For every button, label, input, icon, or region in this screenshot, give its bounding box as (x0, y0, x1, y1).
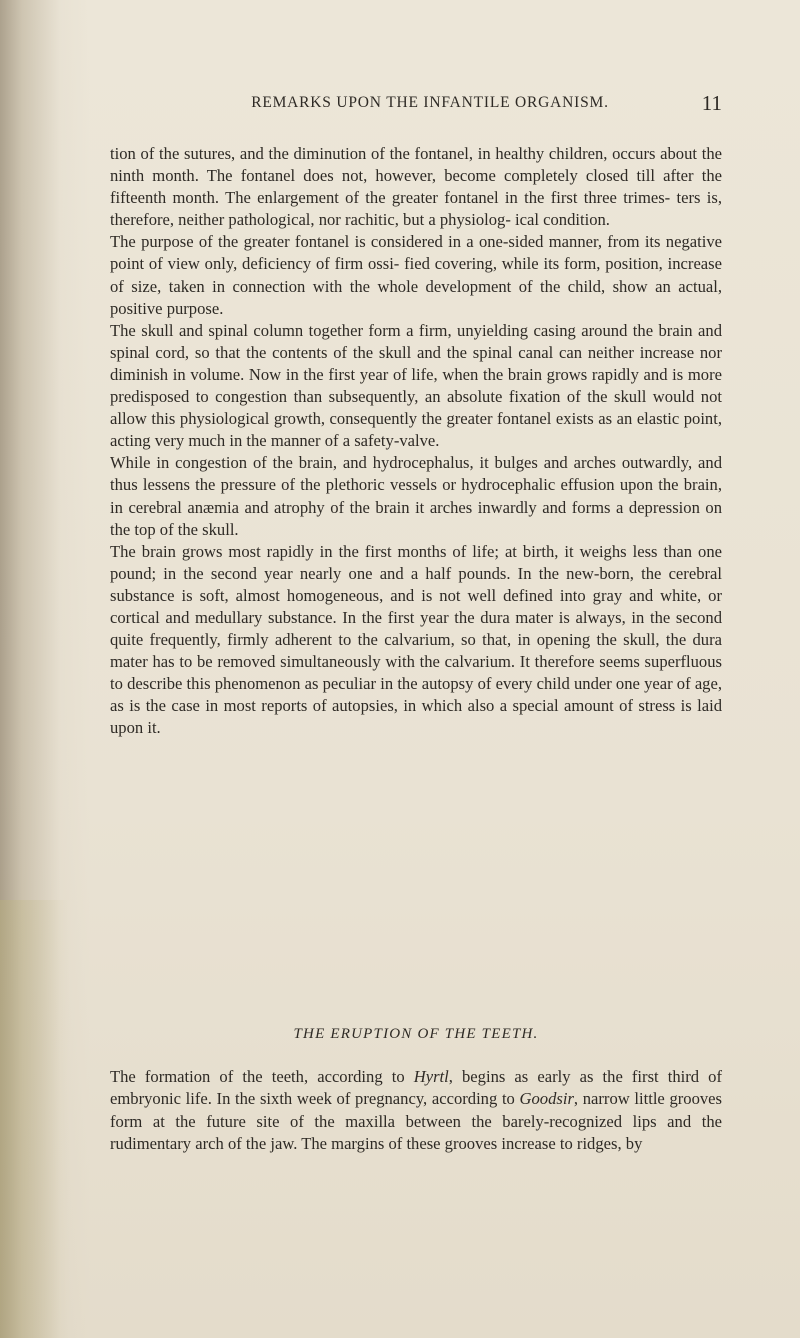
page-header (140, 91, 722, 120)
author-name: Hyrtl (413, 1067, 449, 1086)
text-run: The formation of the teeth, according to (110, 1067, 414, 1086)
running-head: REMARKS UPON THE INFANTILE ORGANISM. (251, 94, 609, 111)
author-name: Goodsir (519, 1089, 574, 1109)
text-run: , begins as early as the first third of embryonic life. In the sixth week of pregnancy, according to (110, 1067, 722, 1109)
page-stain (0, 900, 70, 1338)
paragraph: While in congestion of the brain, and hydrocephalus, it bulges and arches outwardly, and thus lessens the pressure of the plethoric vessels or hydrocephalic effusion upon the brain, in cerebral anæmia and atrophy of the brain it arches inwardly and forms a depression on the top of the skull. (110, 453, 722, 539)
paragraph: The purpose of the greater fontanel is considered in a one-sided manner, from its negative point of view only, deficiency of firm ossi- fied covering, while its form, position, increase of size, taken in connection with the whole development of the child, show an actual, positive purpose. (110, 232, 722, 318)
section-body-text (110, 1066, 722, 1155)
body-text (110, 143, 722, 740)
paragraph (110, 1066, 722, 1155)
paragraph: The skull and spinal column together form a firm, unyielding casing around the brain and spinal cord, so that the contents of the skull and the spinal canal can neither increase nor diminish in volume. Now in the first year of life, when the brain grows rapidly and is more predisposed to congestion than subsequently, an absolute fixation of the skull would not allow this physiological growth, consequently the greater fontanel exists as an elastic point, acting very much in the manner of a safety-valve. (110, 320, 722, 451)
page-number: 11 (701, 91, 722, 115)
text-run: , narrow little grooves form at the future site of the maxilla between the barely-recognized lips and the rudimentary arch of the jaw. The margins of these grooves increase to ridges, by (110, 1089, 722, 1153)
section-title: THE ERUPTION OF THE TEETH. (293, 1026, 539, 1042)
paragraph: The brain grows most rapidly in the first months of life; at birth, it weighs less than one pound; in the second year nearly one and a half pounds. In the new-born, the cerebral substance is soft, almost homogeneous, and is not well defined into gray and white, or cortical and medullary substance. In the first year the dura mater is always, in the second quite frequently, firmly adherent to the calvarium, so that, in opening the skull, the dura mater has to be removed simultaneously with the calvarium. It therefore seems superfluous to describe this phenomenon as peculiar in the autopsy of every child under one year of age, as is the case in most reports of autopsies, in which also a special amount of stress is laid upon it. (110, 541, 722, 738)
paragraph: tion of the sutures, and the diminution of the fontanel, in healthy children, occurs about the ninth month. The fontanel does not, however, become completely closed till after the fifteenth month. The enlargement of the greater fontanel in the first three trimes- ters is, therefore, neither pathological, nor rachitic, but a physiolog- ical condition. (110, 144, 722, 230)
